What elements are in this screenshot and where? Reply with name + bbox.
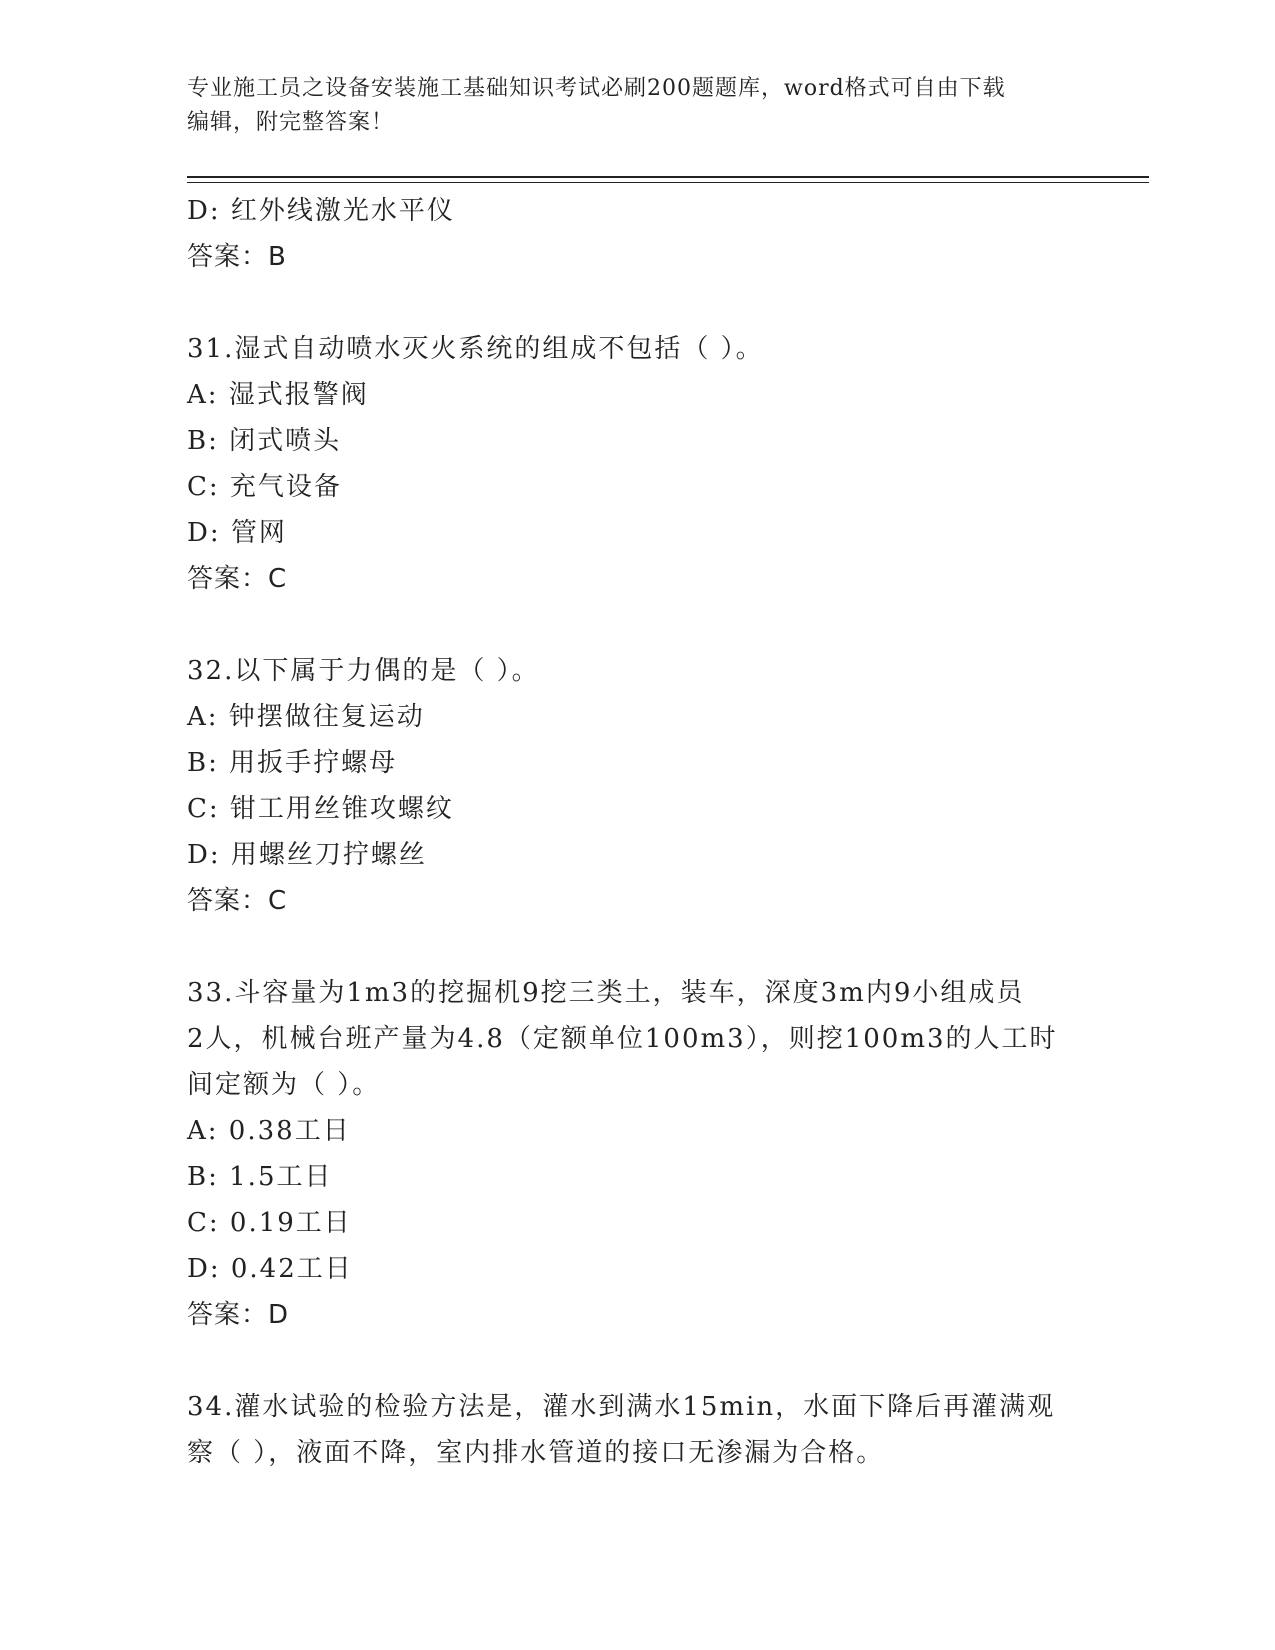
prev-option-d: D: 红外线激光水平仪 bbox=[187, 196, 455, 226]
question-stem-line-2: 2人，机械台班产量为4.8（定额单位100m3），则挖100m3的人工时 bbox=[187, 1024, 1058, 1054]
option-a: A: 湿式报警阀 bbox=[187, 380, 369, 410]
header-rule-thick bbox=[187, 176, 1149, 178]
option-c: C: 钳工用丝锥攻螺纹 bbox=[187, 794, 454, 824]
spacer bbox=[187, 924, 1067, 970]
question-31 bbox=[187, 326, 1067, 602]
question-32 bbox=[187, 648, 1067, 924]
question-stem-line-3: 间定额为（ ）。 bbox=[187, 1070, 381, 1100]
answer: 答案：C bbox=[187, 886, 288, 916]
question-stem-line-1: 34.灌水试验的检验方法是，灌水到满水15min，水面下降后再灌满观 bbox=[187, 1392, 1056, 1422]
spacer bbox=[187, 1338, 1067, 1384]
prev-answer: 答案：B bbox=[187, 242, 287, 272]
question-stem: 32.以下属于力偶的是（ ）。 bbox=[187, 656, 540, 686]
option-b: B: 1.5工日 bbox=[187, 1162, 333, 1192]
option-c: C: 0.19工日 bbox=[187, 1208, 352, 1238]
option-d: D: 管网 bbox=[187, 518, 287, 548]
header-title-line-2: 编辑，附完整答案！ bbox=[187, 110, 395, 135]
answer: 答案：D bbox=[187, 1300, 290, 1330]
question-body bbox=[187, 188, 1067, 1476]
spacer bbox=[187, 280, 1067, 326]
spacer bbox=[187, 602, 1067, 648]
option-d: D: 用螺丝刀拧螺丝 bbox=[187, 840, 427, 870]
question-stem: 31.湿式自动喷水灭火系统的组成不包括（ ）。 bbox=[187, 334, 764, 364]
option-d: D: 0.42工日 bbox=[187, 1254, 353, 1284]
option-b: B: 用扳手拧螺母 bbox=[187, 748, 398, 778]
header-title-line-1: 专业施工员之设备安装施工基础知识考试必刷200题题库，word格式可自由下载 bbox=[187, 76, 1006, 101]
page-header bbox=[187, 72, 1067, 140]
option-a: A: 钟摆做往复运动 bbox=[187, 702, 425, 732]
question-stem-line-2: 察（ ），液面不降，室内排水管道的接口无渗漏为合格。 bbox=[187, 1438, 885, 1468]
option-b: B: 闭式喷头 bbox=[187, 426, 342, 456]
question-33 bbox=[187, 970, 1067, 1338]
question-34 bbox=[187, 1384, 1067, 1476]
header-rule-thin bbox=[187, 182, 1149, 183]
option-a: A: 0.38工日 bbox=[187, 1116, 351, 1146]
question-stem-line-1: 33.斗容量为1m3的挖掘机9挖三类土，装车，深度3m内9小组成员 bbox=[187, 978, 1025, 1008]
answer: 答案：C bbox=[187, 564, 288, 594]
option-c: C: 充气设备 bbox=[187, 472, 342, 502]
